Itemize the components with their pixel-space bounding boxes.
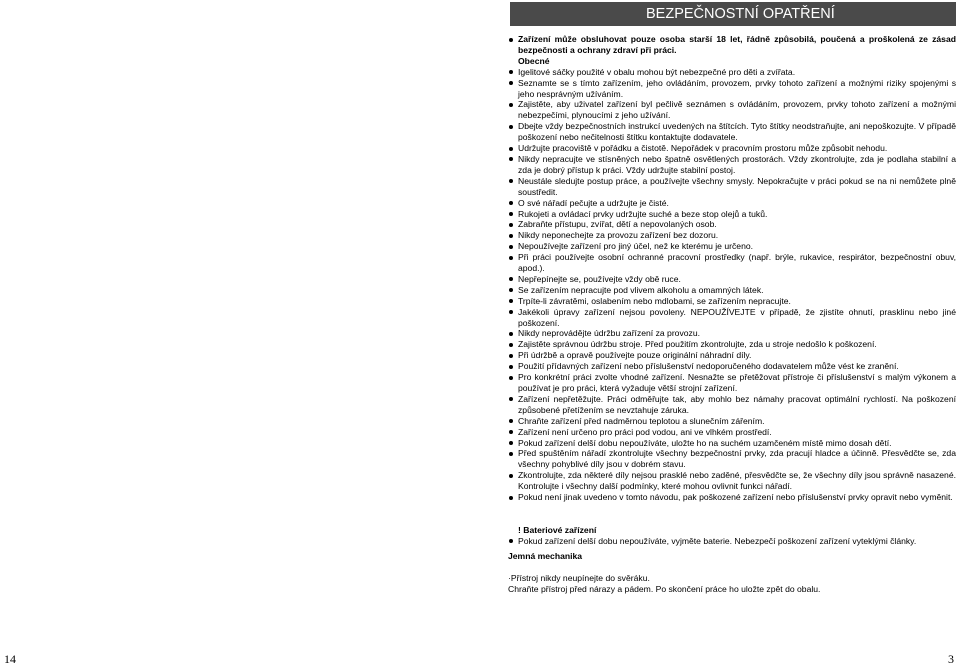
page-number-left: 14 [4,652,16,666]
list-item: Neustále sledujte postup práce, a používejte všechny smysly. Nepokračujte v práci pokud se na ni nemůžete plně soustředit. [508,176,956,198]
list-item: Udržujte pracoviště v pořádku a čistotě. Nepořádek v pracovním prostoru může způsobit nehodu. [508,143,956,154]
general-rules-list [508,67,956,503]
safety-content [508,34,956,595]
section-heading-mechanics: Jemná mechanika [508,550,583,561]
list-item: Nepoužívejte zařízení pro jiný účel, než ke kterému je určeno. [508,241,956,252]
list-item: O své nářadí pečujte a udržujte je čisté. [508,198,956,209]
page-number-right: 3 [948,652,954,666]
list-item: Jakékoli úpravy zařízení nejsou povoleny. NEPOUŽÍVEJTE v případě, že zjistíte ohnutí, prasklinu nebo jiné poškození. [508,307,956,329]
list-item: Se zařízením nepracujte pod vlivem alkoholu a omamných látek. [508,285,956,296]
list-item: Zkontrolujte, zda některé díly nejsou prasklé nebo zaděné, přesvědčte se, že všechny díly jsou správně nasazené. Kontrolujte i všechny další podmínky, které mohou ovlivnit funkci nářadí. [508,470,956,492]
list-item: Při údržbě a opravě používejte pouze originální náhradní díly. [508,350,956,361]
list-item: Při práci používejte osobní ochranné pracovní prostředky (např. brýle, rukavice, respirátor, bezpečnostní obuv, apod.). [508,252,956,274]
list-item: Zabraňte přístupu, zvířat, dětí a nepovolaných osob. [508,219,956,230]
list-item: Nepřepínejte se, používejte vždy obě ruce. [508,274,956,285]
list-item: Před spuštěním nářadí zkontrolujte všechny bezpečnostní prvky, zda pracují hladce a účinně. Přesvědčte se, zda všechny pohyblivé díly jsou v dobrém stavu. [508,448,956,470]
list-item: Igelitové sáčky použité v obalu mohou být nebezpečné pro děti a zvířata. [508,67,956,78]
list-item: Zařízení nepřetěžujte. Práci odměřujte tak, aby mohlo bez námahy pracovat optimální rychlostí. Na poškození způsobené přetížením se nevztahuje záruka. [508,394,956,416]
spacer [508,514,956,525]
spacer [508,562,956,573]
list-item: Zařízení není určeno pro práci pod vodou, ani ve vlhkém prostředí. [508,427,956,438]
battery-section [508,525,956,536]
mechanics-line: Chraňte přístroj před nárazy a pádem. Po skončení práce ho uložte zpět do obalu. [508,583,821,594]
list-item: Použití přídavných zařízení nebo příslušenství nedoporučeného dodavatelem může vést ke zranění. [508,361,956,372]
list-item: Nikdy neprovádějte údržbu zařízení za provozu. [508,328,956,339]
list-item: Chraňte zařízení před nadměrnou teplotou a slunečním zářením. [508,416,956,427]
battery-rules-list [508,536,956,547]
section-header-bar [510,2,956,26]
list-item: Rukojeti a ovládací prvky udržujte suché a beze stop olejů a tuků. [508,209,956,220]
list-item: Nikdy nepracujte ve stísněných nebo špatně osvětlených prostorách. Vždy zkontrolujte, zda je podlaha stabilní a zda je dobrý přístup k práci. Vždy udržujte stabilní postoj. [508,154,956,176]
intro-paragraph: Zařízení může obsluhovat pouze osoba starší 18 let, řádně způsobilá, poučená a proškolená ze zásad bezpečnosti a ochrany zdraví při práci. [508,34,956,56]
list-item: Pokud zařízení delší dobu nepoužíváte, vyjměte baterie. Nebezpečí poškození zařízení vyteklými články. [508,536,956,547]
list-item: Pokud zařízení delší dobu nepoužíváte, uložte ho na suchém uzamčeném místě mimo dosah dětí. [508,438,956,449]
section-heading-general: Obecné [518,55,550,66]
mechanics-lines [508,573,956,595]
section-title: BEZPEČNOSTNÍ OPATŘENÍ [646,6,835,22]
list-item: Zajistěte správnou údržbu stroje. Před použitím zkontrolujte, zda u stroje nedošlo k poškození. [508,339,956,350]
section-heading-battery: ! Bateriové zařízení [518,524,597,535]
list-item: Zajistěte, aby uživatel zařízení byl pečlivě seznámen s ovládáním, provozem, prvky tohoto zařízení a možnými nebezpečími, plynoucími z jeho užívání. [508,99,956,121]
intro-list [508,34,956,67]
list-item: Pokud není jinak uvedeno v tomto návodu, pak poškozené zařízení nebo příslušenství prvky opravit nebo vyměnit. [508,492,956,503]
list-item: Trpíte-li závratěmi, oslabením nebo mdlobami, se zařízením nepracujte. [508,296,956,307]
mechanics-line: ·Přístroj nikdy neupínejte do svěráku. [508,572,650,583]
list-item: Dbejte vždy bezpečnostních instrukcí uvedených na štítcích. Tyto štítky neodstraňujte, ani nepoškozujte. V případě poškození nebo nečitelnosti štítku kontaktujte dodavatele. [508,121,956,143]
list-item: Pro konkrétní práci zvolte vhodné zařízení. Nesnažte se přetěžovat přístroje či příslušenství s malým výkonem a používat je pro práci, která vyžaduje větší strojní zařízení. [508,372,956,394]
spacer [508,503,956,514]
list-item: Nikdy neponechejte za provozu zařízení bez dozoru. [508,230,956,241]
list-item: Seznamte se s tímto zařízením, jeho ovládáním, provozem, prvky tohoto zařízení a možnými riziky spojenými s jeho nesprávným užíváním. [508,78,956,100]
